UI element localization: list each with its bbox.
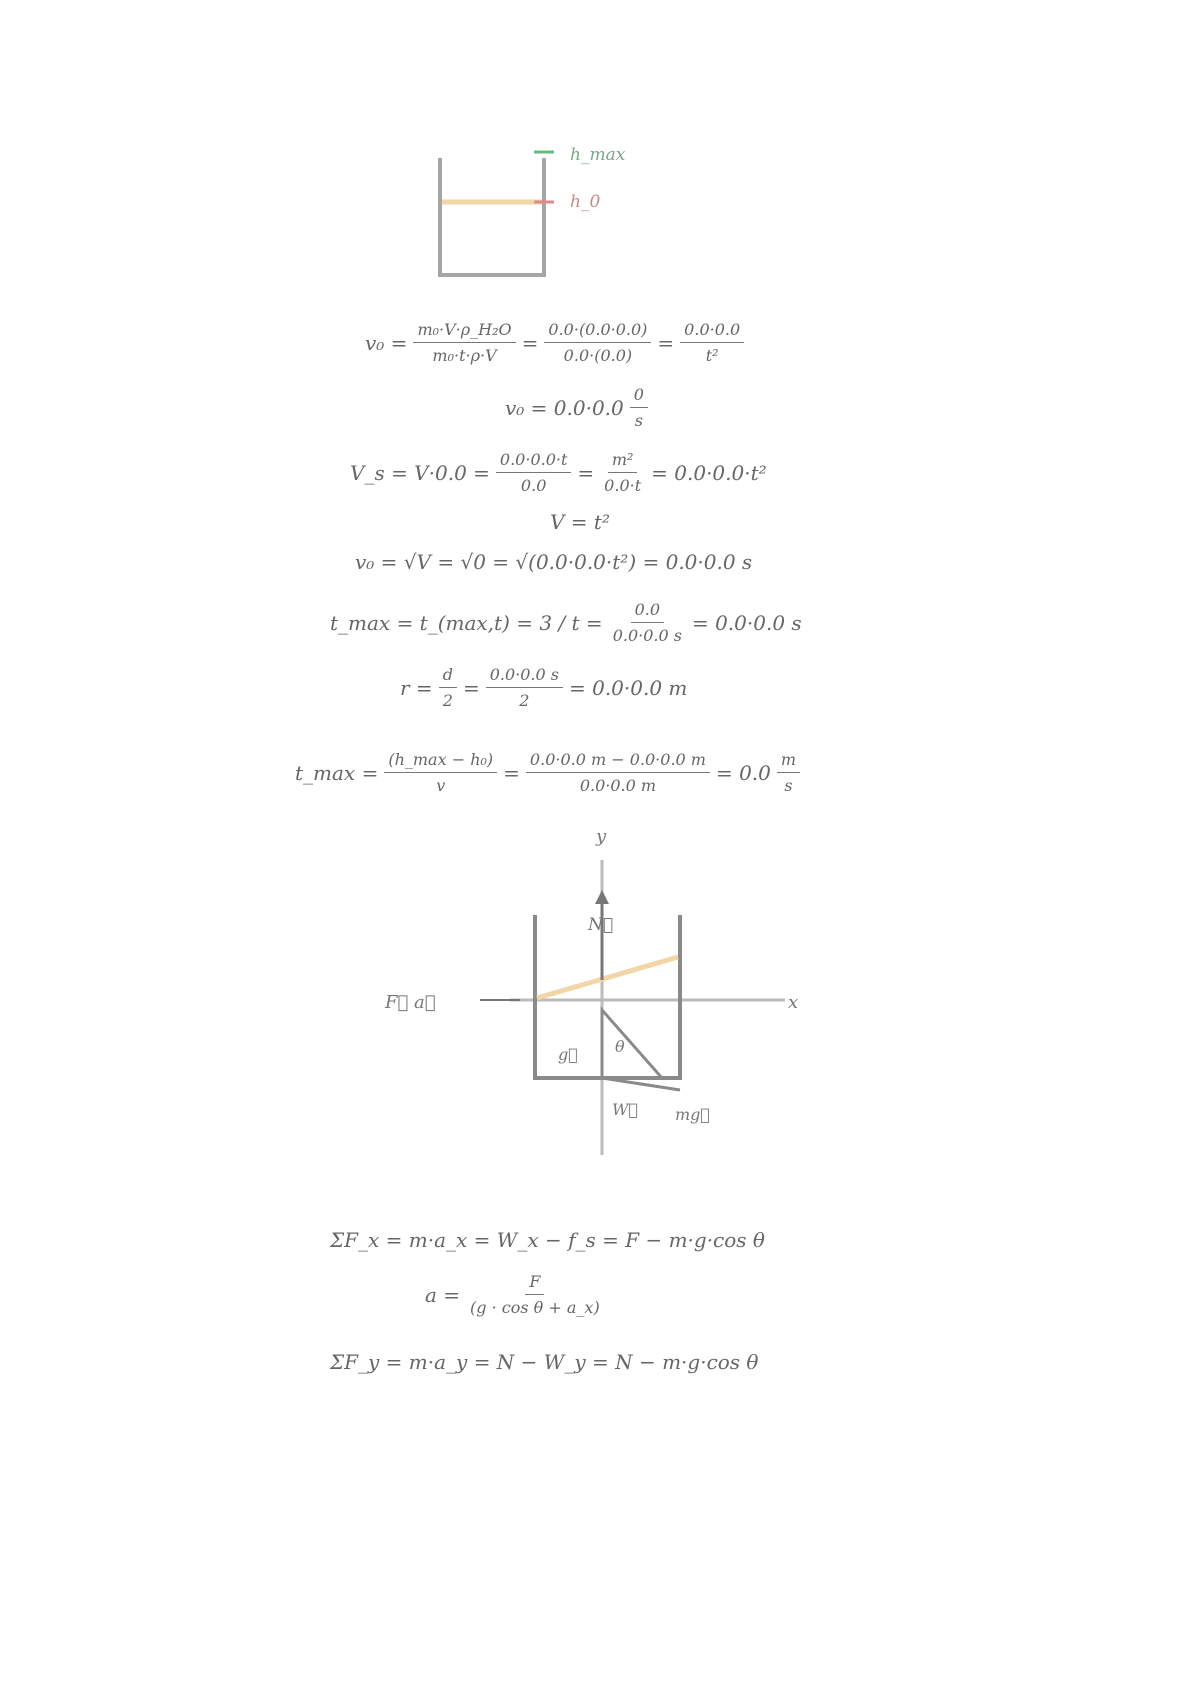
eq8-frac1-den: v <box>436 776 446 795</box>
eq1-equals-2: = <box>657 330 675 355</box>
eq1-fraction-3 <box>680 320 744 365</box>
eq3-fraction-2 <box>600 450 645 495</box>
eq10-fraction <box>466 1272 604 1317</box>
equation-9: ΣF_x = m·a_x = W_x − f_s = F − m·g·cos θ <box>330 1228 765 1252</box>
eq3-lhs: V_s = V·0.0 = <box>350 460 490 485</box>
eq1-frac3-num: 0.0·0.0 <box>680 320 744 343</box>
equation-7 <box>400 665 687 710</box>
max-level-label: h_max <box>570 145 626 165</box>
weight-label: W⃗ <box>612 1100 639 1119</box>
container-outline <box>440 158 544 275</box>
eq3-frac1-num: 0.0·0.0·t <box>496 450 572 473</box>
current-level-label: h_0 <box>570 192 601 212</box>
container-walls <box>535 915 680 1078</box>
eq8-frac2-num: 0.0·0.0 m − 0.0·0.0 m <box>526 750 710 773</box>
eq8-rhs: = 0.0 <box>715 760 771 785</box>
equation-1 <box>365 320 750 365</box>
eq8-frac2-den: 0.0·0.0 m <box>579 776 657 795</box>
equation-6 <box>330 600 802 645</box>
eq7-frac1-den: 2 <box>442 691 453 710</box>
equation-4: V = t² <box>550 510 610 534</box>
normal-force-arrowhead <box>595 890 609 904</box>
eq6-lhs: t_max = t_(max,t) = 3 / t = <box>330 610 603 635</box>
eq2-frac-num: 0 <box>630 385 648 408</box>
equation-11: ΣF_y = m·a_y = N − W_y = N − m·g·cos θ <box>330 1350 759 1374</box>
eq7-lhs: r = <box>400 675 433 700</box>
eq8-lhs: t_max = <box>295 760 379 785</box>
eq2-fraction <box>630 385 648 430</box>
equation-10 <box>425 1272 610 1317</box>
eq6-frac-num: 0.0 <box>631 600 664 623</box>
eq3-frac2-den: 0.0·t <box>604 476 642 495</box>
eq7-frac2-num: 0.0·0.0 s <box>486 665 563 688</box>
equation-2 <box>505 385 654 430</box>
eq2-lhs: v₀ = 0.0·0.0 <box>505 395 624 420</box>
eq10-lhs: a = <box>425 1282 461 1307</box>
equation-3 <box>350 450 767 495</box>
tilted-liquid-surface <box>537 957 678 998</box>
free-body-diagram <box>380 820 820 1165</box>
container-level-figure <box>420 130 640 300</box>
eq2-frac-den: s <box>634 411 643 430</box>
eq1-equals: = <box>521 330 539 355</box>
eq6-fraction <box>609 600 686 645</box>
eq10-frac-den: (g · cos θ + a_x) <box>470 1298 600 1317</box>
weight-components-triangle <box>602 1010 662 1078</box>
eq7-fraction-2 <box>486 665 563 710</box>
eq3-mid: = <box>577 460 595 485</box>
y-axis-label: y <box>596 826 607 847</box>
eq7-mid: = <box>462 675 480 700</box>
eq1-fraction-2 <box>544 320 651 365</box>
x-axis-label: x <box>788 992 799 1013</box>
eq3-frac2-num: m² <box>608 450 638 473</box>
normal-force-label: N⃗ <box>588 915 614 935</box>
equation-5: v₀ = √V = √0 = √(0.0·0.0·t²) = 0.0·0.0 s <box>355 550 753 574</box>
gravity-label: g⃗ <box>558 1045 578 1064</box>
eq8-fraction-1 <box>384 750 497 795</box>
eq3-frac1-den: 0.0 <box>520 476 547 495</box>
theta-label: θ <box>615 1037 625 1056</box>
equation-8 <box>295 750 806 795</box>
eq8-unit-den: s <box>784 776 793 795</box>
eq3-fraction-1 <box>496 450 572 495</box>
eq8-fraction-2 <box>526 750 710 795</box>
eq8-frac1-num: (h_max − h₀) <box>384 750 497 773</box>
eq7-frac1-num: d <box>439 665 457 688</box>
eq7-rhs: = 0.0·0.0 m <box>568 675 688 700</box>
eq3-rhs: = 0.0·0.0·t² <box>651 460 767 485</box>
eq8-unit <box>777 750 800 795</box>
eq6-rhs: = 0.0·0.0 s <box>691 610 802 635</box>
eq6-frac-den: 0.0·0.0 s <box>612 626 682 645</box>
eq10-frac-num: F <box>525 1272 544 1295</box>
eq1-frac3-den: t² <box>705 346 719 365</box>
mg-label: mg⃗ <box>675 1105 711 1124</box>
eq1-frac2-num: 0.0·(0.0·0.0) <box>544 320 651 343</box>
eq1-frac1-den: m₀·t·ρ·V <box>432 346 497 365</box>
eq1-frac2-den: 0.0·(0.0) <box>563 346 633 365</box>
eq1-lhs: v₀ = <box>365 330 408 355</box>
eq1-fraction-1 <box>413 320 515 365</box>
eq8-unit-num: m <box>777 750 800 773</box>
eq1-frac1-num: m₀·V·ρ_H₂O <box>413 320 515 343</box>
eq7-fraction-1 <box>439 665 457 710</box>
eq8-mid: = <box>503 760 520 785</box>
eq7-frac2-den: 2 <box>519 691 530 710</box>
applied-force-label: F⃗ a⃗ <box>385 992 436 1013</box>
